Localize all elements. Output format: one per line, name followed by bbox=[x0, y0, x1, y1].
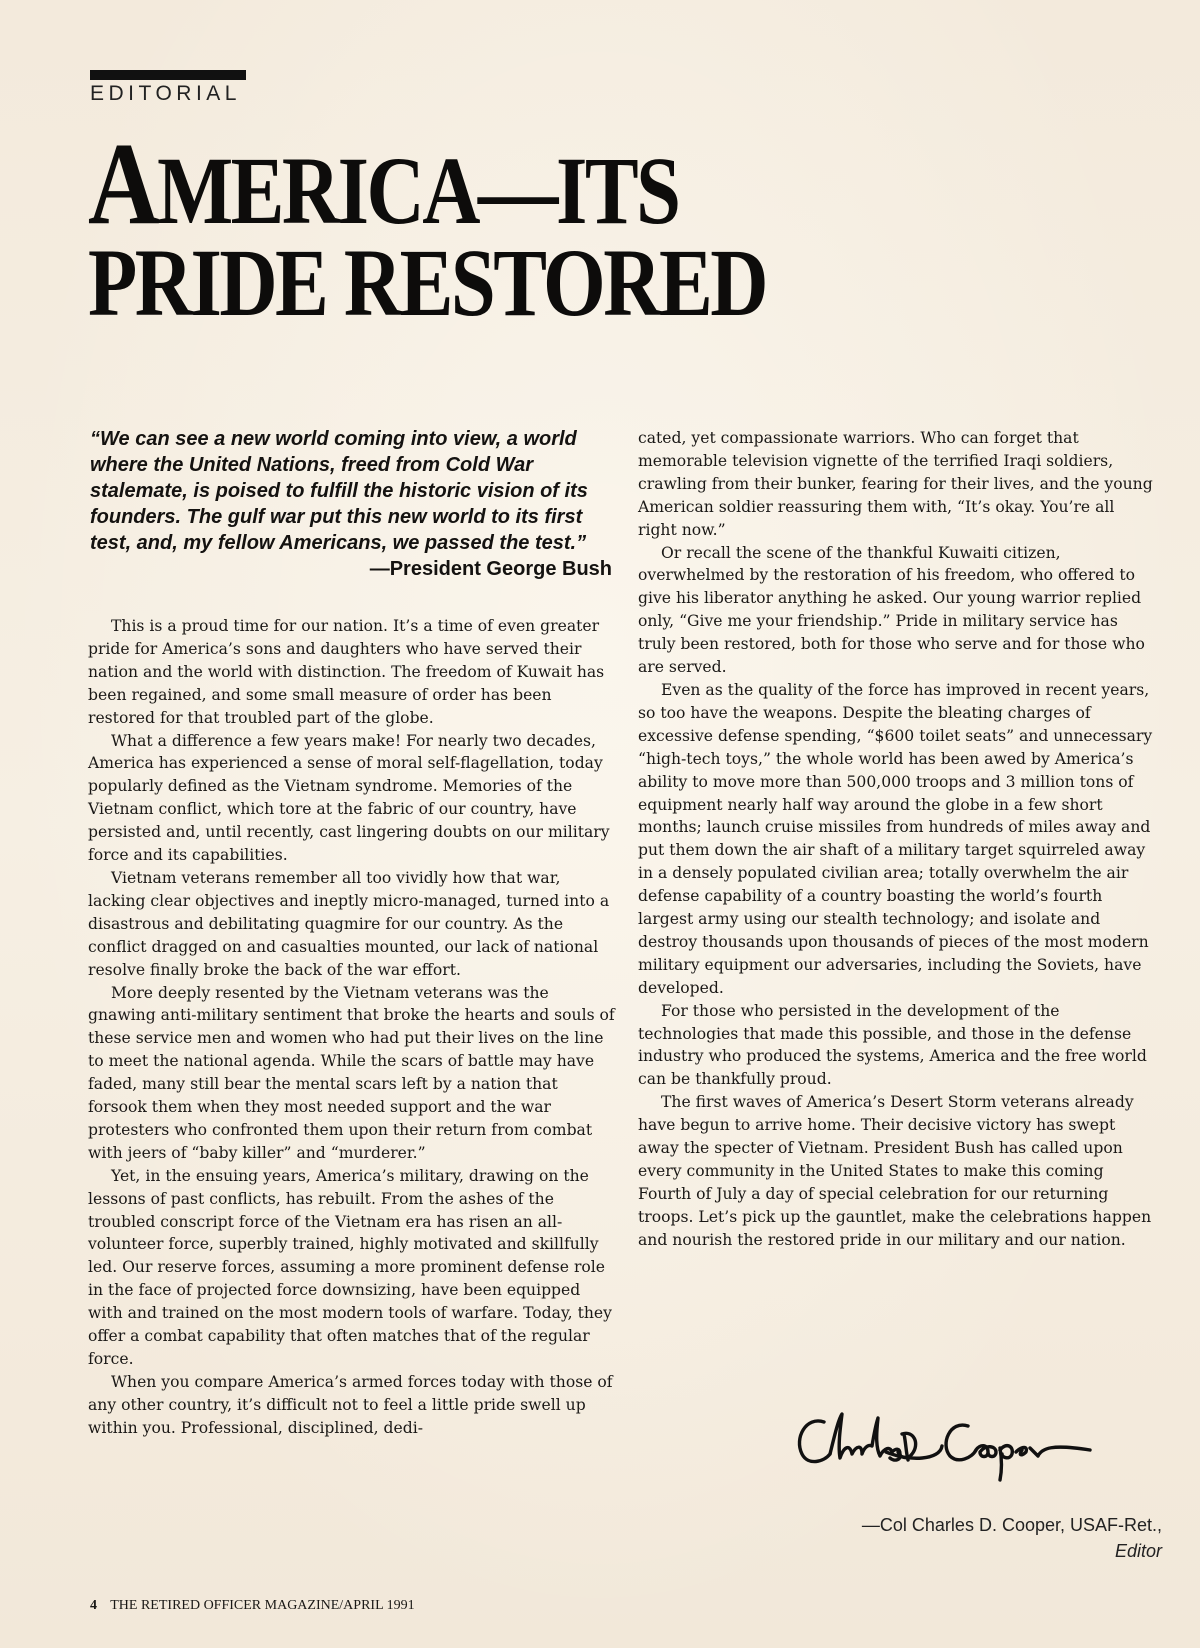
body-paragraph: More deeply resented by the Vietnam veterans was the gnawing anti-military sentiment that broke the hearts and souls of these service men and women who had put their lives on the line to meet the national agenda. While the scars of battle may have faded, many still bear the mental scars left by a nation that forsook them when they most needed support and the war protesters who confronted them upon their return from combat with jeers of “baby killer” and “murderer.” bbox=[88, 983, 615, 1162]
handwritten-signature bbox=[790, 1404, 1110, 1484]
signature-title: Editor bbox=[1114, 1541, 1162, 1561]
page-number: 4 bbox=[90, 1598, 97, 1613]
headline-line-1 bbox=[88, 118, 679, 249]
signature-byline: —Col Charles D. Cooper, USAF-Ret., bbox=[861, 1515, 1162, 1535]
body-paragraph: Or recall the scene of the thankful Kuwaiti citizen, overwhelmed by the restoration of his freedom, who offered to give his liberator anything he asked. Our young warrior replied only, “Give me your friendship.” Pride in military service has truly been restored, both for those who serve and for those who are served. bbox=[638, 543, 1145, 677]
pull-quote: “We can see a new world coming into view, a world where the United Nations, freed from Cold War stalemate, is poised to fulfill the historic vision of its founders. The gulf war put this new world to its first test, and, my fellow Americans, we passed the test.” bbox=[90, 428, 588, 554]
publication-name: THE RETIRED OFFICER MAGAZINE/APRIL 1991 bbox=[110, 1598, 415, 1613]
body-paragraph: When you compare America’s armed forces today with those of any other country, it’s difficult not to feel a little pride swell up within you. Professional, disciplined, dedi- bbox=[88, 1372, 613, 1437]
body-paragraph: This is a proud time for our nation. It’s a time of even greater pride for America’s sons and daughters who have served their nation and the world with distinction. The freedom of Kuwait has been regained, and some small measure of order has been restored for that troubled part of the globe. bbox=[88, 617, 605, 727]
headline bbox=[88, 118, 766, 336]
pull-quote-attribution: —President George Bush bbox=[369, 558, 612, 580]
headline-initial-cap: A bbox=[88, 118, 158, 249]
headline-line-1-rest: MERICA—ITS bbox=[157, 137, 679, 244]
body-paragraph: Vietnam veterans remember all too vividly how that war, lacking clear objectives and ineptly micro-managed, turned into a disastrous and debilitating quagmire for our country. As the conflict dragged on and casualties mounted, our lack of national resolve finally broke the back of the war effort. bbox=[88, 868, 610, 979]
headline-line-2: PRIDE RESTORED bbox=[88, 229, 766, 336]
body-column-left bbox=[88, 615, 616, 1440]
page-footer bbox=[90, 1598, 415, 1614]
body-paragraph-continued: cated, yet compassionate warriors. Who can forget that memorable television vignette of the terrified Iraqi soldiers, crawling from their bunker, fearing for their lives, and the young American soldier reassuring them with, “It’s okay. You’re all right now.” bbox=[638, 429, 1153, 539]
body-paragraph: Yet, in the ensuing years, America’s military, drawing on the lessons of past conflicts, has rebuilt. From the ashes of the troubled conscript force of the Vietnam era has risen an all-volunteer force, superbly trained, highly motivated and skillfully led. Our reserve forces, assuming a more prominent defense role in the face of projected force downsizing, have been equipped with and trained on the most modern tools of warfare. Today, they offer a combat capability that often matches that of the regular force. bbox=[88, 1166, 612, 1368]
body-paragraph: The first waves of America’s Desert Storm veterans already have begun to arrive home. Their decisive victory has swept away the specter of Vietnam. President Bush has called upon every community in the United States to make this coming Fourth of July a day of special celebration for our returning troops. Let’s pick up the gauntlet, make the celebrations happen and nourish the restored pride in our military and our nation. bbox=[638, 1093, 1152, 1249]
section-rule bbox=[90, 70, 246, 80]
body-paragraph: What a difference a few years make! For nearly two decades, America has experienced a sense of moral self-flagellation, today popularly defined as the Vietnam syndrome. Memories of the Vietnam conflict, which tore at the fabric of our country, have persisted and, until recently, cast lingering doubts on our military force and its capabilities. bbox=[88, 731, 610, 865]
body-column-right bbox=[638, 427, 1158, 1252]
body-paragraph: For those who persisted in the development of the technologies that made this possible, and those in the defense industry who produced the systems, America and the free world can be thankfully proud. bbox=[638, 1001, 1147, 1089]
section-label: EDITORIAL bbox=[90, 82, 241, 105]
body-paragraph: Even as the quality of the force has improved in recent years, so too have the weapons. Despite the bleating charges of excessive defense spending, “$600 toilet seats” and unnecessary “high-tech toys,” the whole world has been awed by America’s ability to move more than 500,000 troops and 3 million tons of equipment nearly half way around the globe in a few short months; launch cruise missiles from hundreds of miles away and put them down the air shaft of a military target squirreled away in a densely populated civilian area; totally overwhelm the air defense capability of a country boasting the world’s fourth largest army using our stealth technology; and isolate and destroy thousands upon thousands of pieces of the most modern military equipment our adversaries, including the Soviets, have developed. bbox=[638, 680, 1153, 997]
